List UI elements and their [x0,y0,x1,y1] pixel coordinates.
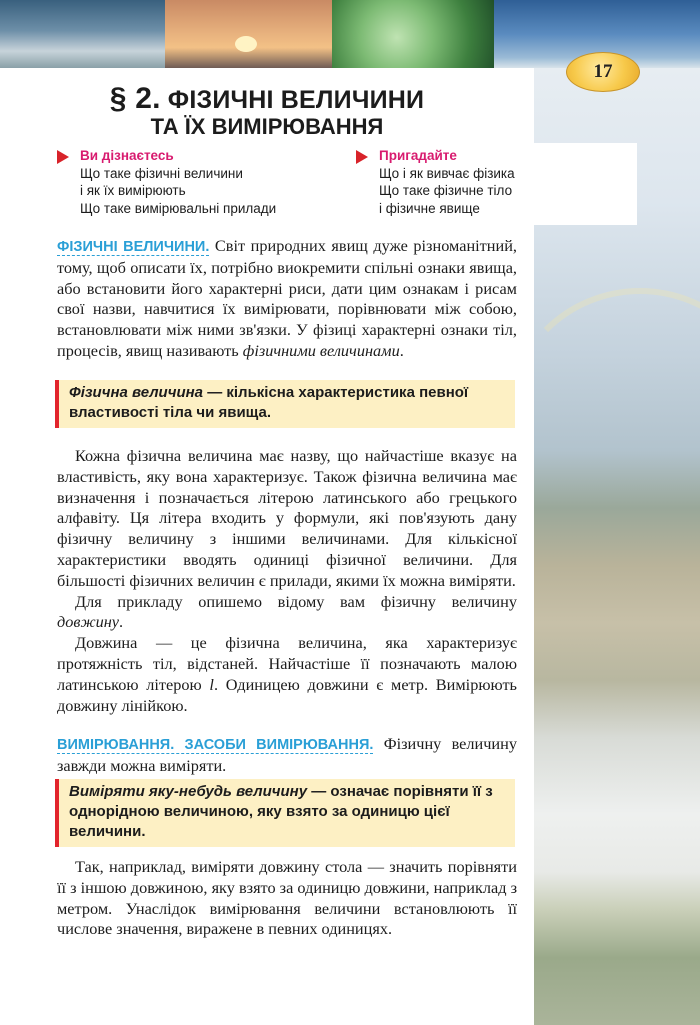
learn-arrow-icon [57,150,69,164]
recall-arrow-icon [356,150,368,164]
paragraph-sign: § 2. [109,82,161,115]
paragraph-4: Довжина — це фізична величина, яка характеризує протяжність тіл, відстаней. Найчастіше її позначають малою латинською літерою l. Одиницею довжини є метр. Вимірюють довжину лінійкою. [57,633,517,715]
definition-box-2: Виміряти яку-небудь величину — означає порівняти її з однорідною величиною, яку взято за одиницю цієї величини. [55,779,515,847]
dew-web-photo [332,0,494,68]
section-title [0,82,534,116]
tornado-photo [0,0,165,68]
title-line-2: ТА ЇХ ВИМІРЮВАННЯ [150,114,384,139]
section2-heading: ВИМІРЮВАННЯ. ЗАСОБИ ВИМІРЮВАННЯ. [57,737,374,753]
page-number-badge: 17 [566,52,640,92]
title-line-1: ФІЗИЧНІ ВЕЛИЧИНИ [167,86,425,114]
recall-item: Що і як вивчає фізика [379,165,515,181]
learn-heading: Ви дізнаєтесь [80,148,174,163]
body-text-block [57,446,517,716]
recall-heading: Пригадайте [379,148,457,163]
learn-block [80,147,276,217]
sunset-photo [165,0,332,68]
section2-text: ВИМІРЮВАННЯ. ЗАСОБИ ВИМІРЮВАННЯ. Фізичну величину завжди можна виміряти. [57,734,517,775]
learn-item: Що таке вимірювальні прилади [80,200,277,216]
recall-item: і фізичне явище [379,200,480,216]
paragraph-2: Кожна фізична величина має назву, що найчастіше вказує на властивість, яку вона характеризує. Також фізична величина має визначення і позначається літерою латинського або грецького алфавіту. Ця літера входить у формули, які пов'язують дану фізичну величину з іншими величинами. Для кількісної характеристики вводять одиниці фізичної величини. Для більшості фізичних величин є прилади, якими їх можна виміряти. [57,446,517,590]
paragraph-5: Так, наприклад, виміряти довжину стола — значить порівняти її з іншою довжиною, яку взято за одиницю довжини, наприклад з метром. Унаслідок вимірювання величини встановлюють її числове значення, виражене в певних одиницях. [57,857,517,939]
definition-term: Фізична величина [69,384,204,401]
learn-item: і як їх вимірюють [80,183,186,198]
recall-item: Що таке фізичне тіло [379,183,513,198]
learn-item: Що таке фізичні величини [80,165,243,181]
section1-heading: ФІЗИЧНІ ВЕЛИЧИНИ. [57,239,210,255]
paragraph-3: Для прикладу опишемо відому вам фізичну величину довжину. [57,591,517,632]
term-physical-quantities: фізичними величинами [242,340,400,360]
recall-block [379,147,515,217]
definition-term: Виміряти яку-небудь величину [69,783,308,800]
definition-box-1: Фізична величина — кількісна характеристика певної властивості тіла чи явища. [55,380,515,428]
section1-text: ФІЗИЧНІ ВЕЛИЧИНИ. Світ природних явищ дуже різноманітний, тому, щоб описати їх, потрібно виокремити спільні ознаки явища, або встановити його характерні риси, дати цим ознакам і рисам свої назви, навчитися їх вимірювати, порівнювати між собою, встановлювати між ними зв'язки. У фізиці характерні ознаки тіл, процесів, явищ називають фізичними величинами. [57,236,517,360]
